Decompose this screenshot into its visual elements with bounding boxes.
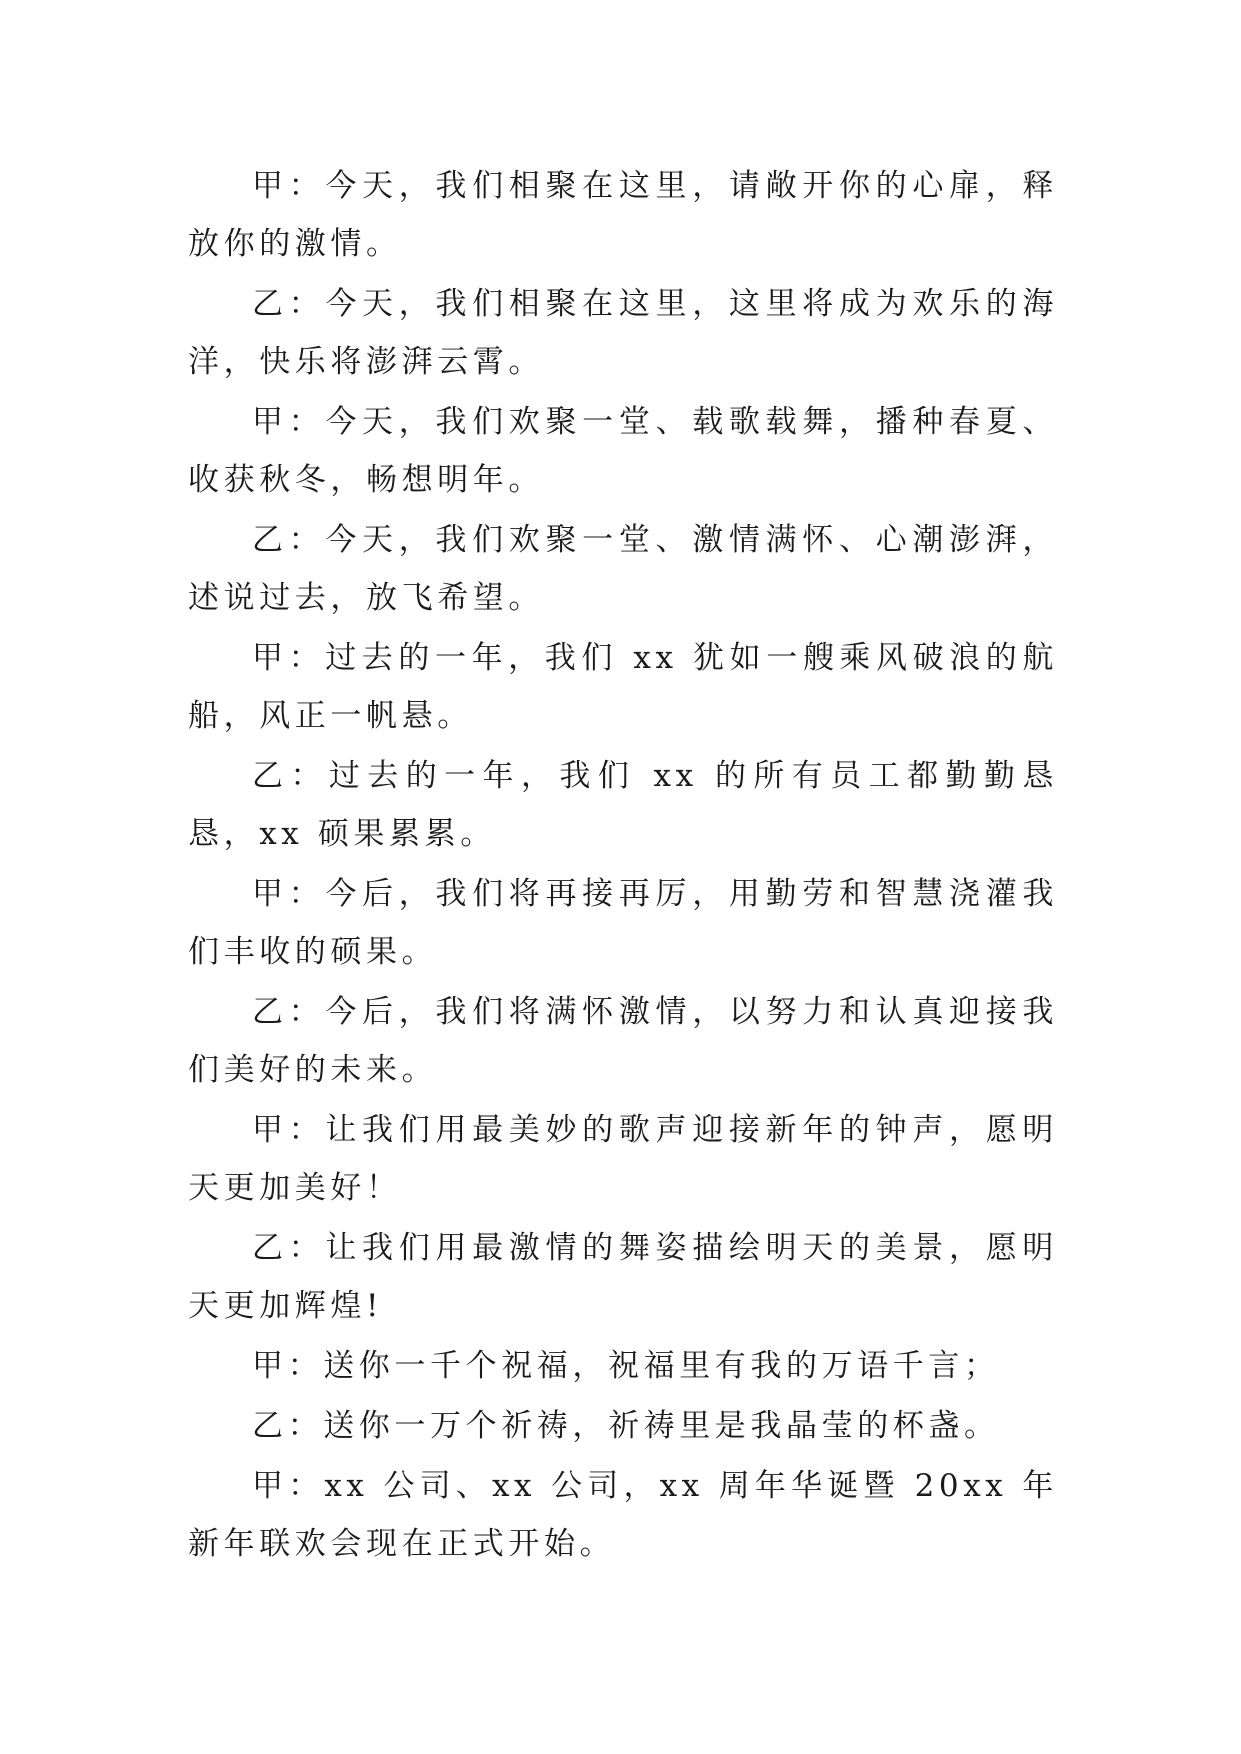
dialogue-paragraph: 甲：今天，我们相聚在这里，请敞开你的心扉，释放你的激情。 (188, 168, 1058, 262)
dialogue-paragraph: 乙：今天，我们相聚在这里，这里将成为欢乐的海洋，快乐将澎湃云霄。 (188, 286, 1058, 380)
document-body (188, 157, 1058, 1575)
dialogue-paragraph: 甲：今天，我们欢聚一堂、载歌载舞，播种春夏、收获秋冬，畅想明年。 (188, 404, 1058, 498)
dialogue-paragraph: 乙：今天，我们欢聚一堂、激情满怀、心潮澎湃，述说过去，放飞希望。 (188, 522, 1058, 616)
dialogue-paragraph: 甲：让我们用最美妙的歌声迎接新年的钟声，愿明天更加美好！ (188, 1112, 1058, 1206)
dialogue-paragraph: 乙：送你一万个祈祷，祈祷里是我晶莹的杯盏。 (252, 1408, 1000, 1444)
dialogue-paragraph: 甲：送你一千个祝福，祝福里有我的万语千言； (252, 1348, 1000, 1384)
dialogue-paragraph: 甲：过去的一年，我们 xx 犹如一艘乘风破浪的航船，风正一帆悬。 (188, 640, 1058, 734)
dialogue-paragraph: 乙：让我们用最激情的舞姿描绘明天的美景，愿明天更加辉煌! (188, 1230, 1058, 1324)
dialogue-paragraph: 甲：今后，我们将再接再厉，用勤劳和智慧浇灌我们丰收的硕果。 (188, 876, 1058, 970)
dialogue-paragraph: 甲：xx 公司、xx 公司，xx 周年华诞暨 20xx 年新年联欢会现在正式开始。 (188, 1468, 1058, 1562)
dialogue-paragraph: 乙：过去的一年，我们 xx 的所有员工都勤勤恳恳，xx 硕果累累。 (188, 758, 1058, 852)
dialogue-paragraph: 乙：今后，我们将满怀激情，以努力和认真迎接我们美好的未来。 (188, 994, 1058, 1088)
